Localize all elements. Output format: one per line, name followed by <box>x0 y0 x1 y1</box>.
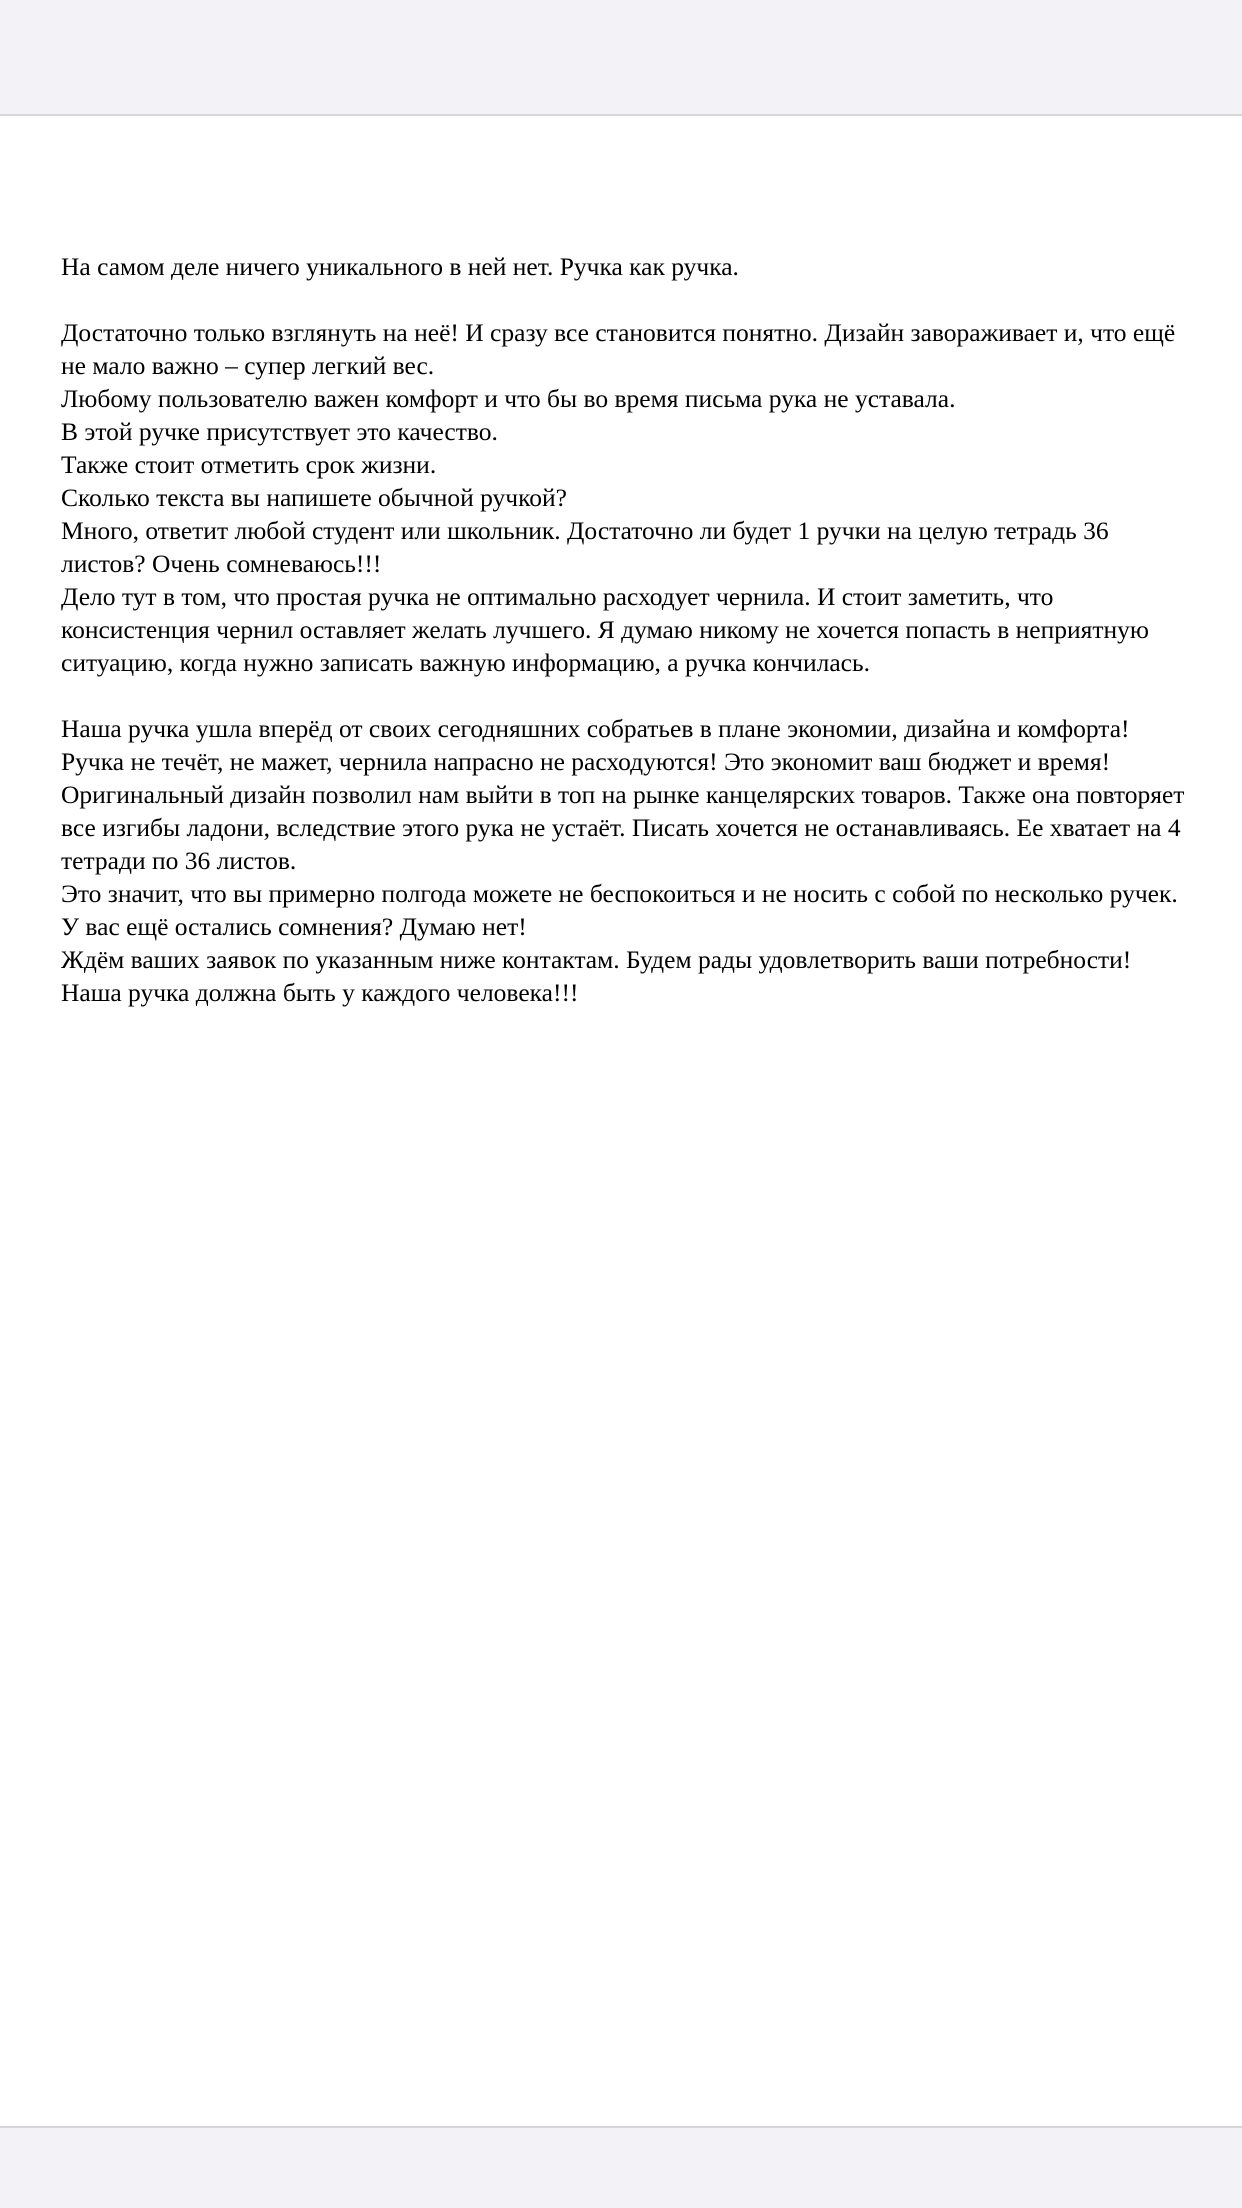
document-body <box>61 250 1191 1009</box>
paragraph: Наша ручка должна быть у каждого человека!!! <box>61 978 579 1007</box>
paragraph: В этой ручке присутствует это качество. <box>61 417 498 446</box>
paragraph: У вас ещё остались сомнения? Думаю нет! <box>61 912 527 941</box>
bottom-bar <box>0 2126 1242 2208</box>
paragraph: Дело тут в том, что простая ручка не оптимально расходует чернила. И стоит заметить, что консистенция чернил оставляет желать лучшего. Я думаю никому не хочется попасть в неприятную ситуацию, когда нужно записать важную информацию, а ручка кончилась. <box>61 582 1149 677</box>
paragraph: Достаточно только взглянуть на неё! И сразу все становится понятно. Дизайн завораживает и, что ещё не мало важно – супер легкий вес. <box>61 318 1176 380</box>
paragraph-gap <box>61 283 1191 316</box>
paragraph: На самом деле ничего уникального в ней нет. Ручка как ручка. <box>61 252 739 281</box>
paragraph: Много, ответит любой студент или школьник. Достаточно ли будет 1 ручки на целую тетрадь 36 листов? Очень сомневаюсь!!! <box>61 516 1109 578</box>
paragraph: Любому пользователю важен комфорт и что бы во время письма рука не уставала. <box>61 384 956 413</box>
paragraph: Ждём ваших заявок по указанным ниже контактам. Будем рады удовлетворить ваши потребности! <box>61 945 1132 974</box>
paragraph: Это значит, что вы примерно полгода можете не беспокоиться и не носить с собой по несколько ручек. <box>61 879 1178 908</box>
document-page[interactable] <box>0 116 1242 2126</box>
paragraph-gap <box>61 679 1191 712</box>
paragraph: Сколько текста вы напишете обычной ручкой? <box>61 483 567 512</box>
top-bar <box>0 0 1242 116</box>
paragraph: Наша ручка ушла вперёд от своих сегодняшних собратьев в плане экономии, дизайна и комфорта! Ручка не течёт, не мажет, чернила напрасно не расходуются! Это экономит ваш бюджет и время! Оригинальный дизайн позволил нам выйти в топ на рынке канцелярских товаров. Также она повторяет все изгибы ладони, вследствие этого рука не устаёт. Писать хочется не останавливаясь. Ее хватает на 4 тетради по 36 листов. <box>61 714 1185 875</box>
paragraph: Также стоит отметить срок жизни. <box>61 450 437 479</box>
